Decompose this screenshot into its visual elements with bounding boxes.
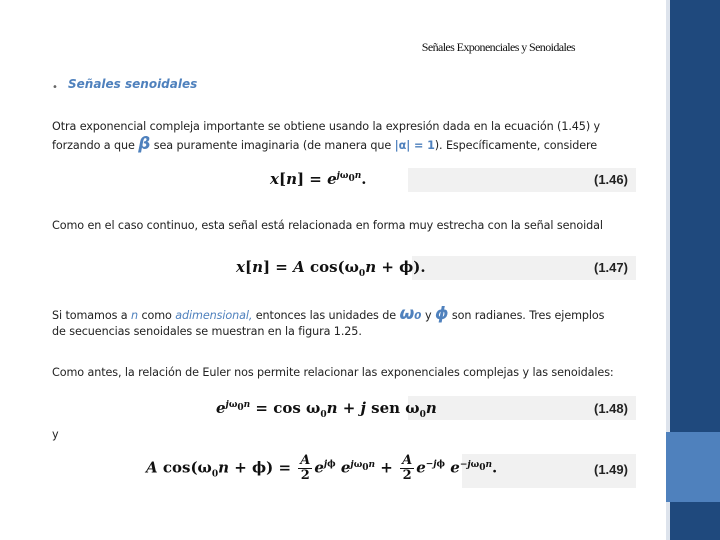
- paragraph-1-line-2: [52, 135, 597, 155]
- p1-text-c: ). Específicamente, considere: [434, 139, 598, 152]
- adimensional-term: adimensional,: [175, 309, 253, 322]
- paragraph-1-line-1: Otra exponencial compleja importante se obtiene usando la expresión dada en la ecuación (1.45) y: [52, 120, 601, 133]
- p3-text-b: como: [138, 309, 176, 322]
- sidebar-accent-band: [666, 432, 720, 502]
- p3-text-e: son radianes. Tres ejemplos: [448, 309, 605, 322]
- p3-text-d: y: [421, 309, 435, 322]
- paragraph-3-line-1: [52, 305, 604, 325]
- equation-1-49: A $\cos(\omega_0n + \phi)$ = $\frac{A}{2}$ $e^{j\phi}$ $e^{j\omega_0n}$ + $\frac{A}{2}$ $e^{-j\phi}$ $e^{-j\omega_0n}$.: [146, 453, 498, 483]
- slide-title: Señales Exponenciales y Senoidales: [421, 40, 575, 54]
- sidebar-decoration: [666, 0, 720, 540]
- equation-1-48: $e^{j\omega_0n} = \cos \omega_0n + j$ sen $\omega_0n$: [216, 399, 437, 420]
- p3-text-c: entonces las unidades de: [252, 309, 400, 322]
- equation-1-46-number: (1.46): [594, 172, 628, 187]
- equation-1-46: $x[n] = e^{j\omega_0n}$.: [270, 170, 367, 188]
- phi-symbol: ϕ: [434, 304, 449, 324]
- paragraph-4: Como antes, la relación de Euler nos permite relacionar las exponenciales complejas y las senoidales:: [52, 366, 614, 379]
- section-heading: Señales senoidales: [68, 77, 198, 91]
- beta-symbol: β: [138, 134, 151, 154]
- paragraph-3-line-2: de secuencias senoidales se muestran en la figura 1.25.: [52, 325, 362, 338]
- p3-text-a: Si tomamos a: [52, 309, 131, 322]
- equation-1-47: x[n] = A $\cos(\omega_0n + \phi)$.: [236, 258, 426, 279]
- n-variable: n: [131, 309, 138, 322]
- p1-text-b: sea puramente imaginaria (de manera que: [150, 139, 395, 152]
- p1-text-a: forzando a que: [52, 139, 139, 152]
- y-connector: y: [52, 428, 59, 441]
- paragraph-2: Como en el caso continuo, esta señal está relacionada en forma muy estrecha con la señal senoidal: [52, 219, 603, 232]
- equation-1-47-number: (1.47): [594, 260, 628, 275]
- bullet-icon: •: [52, 82, 58, 93]
- equation-1-49-number: (1.49): [594, 462, 628, 477]
- omega-symbol: ω₀: [399, 304, 422, 324]
- alpha-condition: |α| = 1: [394, 139, 435, 152]
- equation-1-48-number: (1.48): [594, 401, 628, 416]
